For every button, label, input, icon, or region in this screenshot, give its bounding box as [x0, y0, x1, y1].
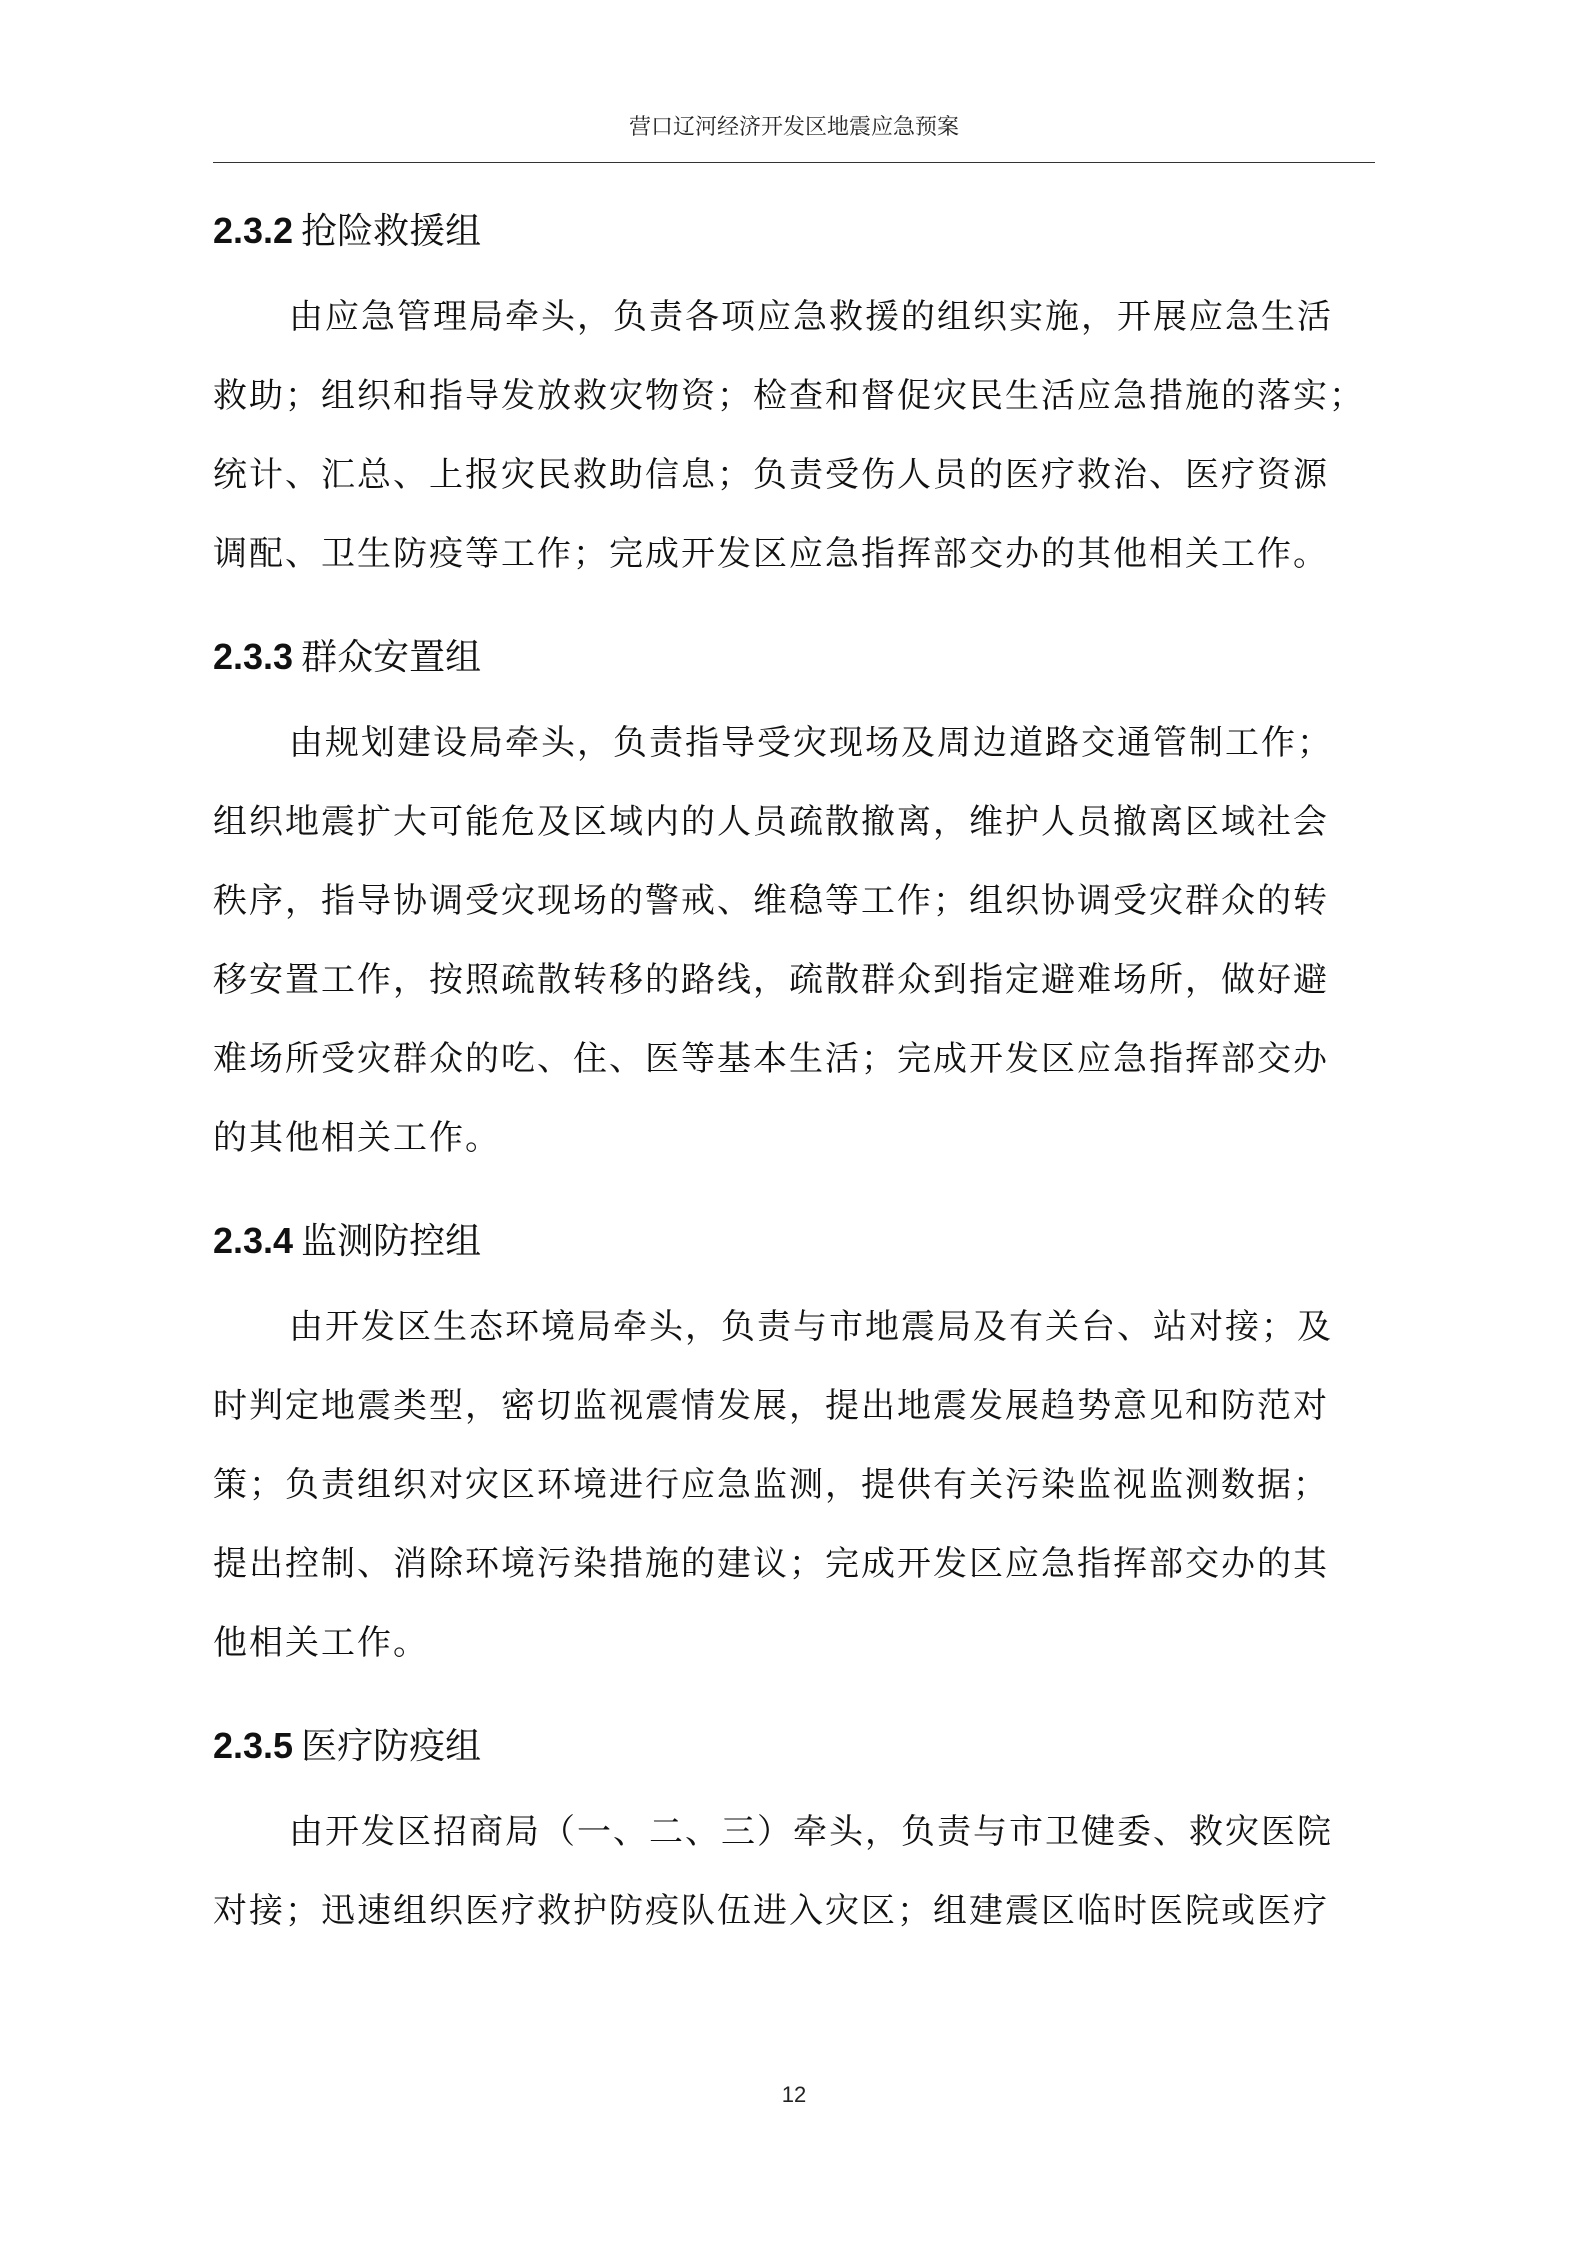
section-title: 群众安置组: [301, 637, 482, 678]
section-title: 抢险救援组: [301, 211, 482, 252]
section-title: 医疗防疫组: [301, 1726, 482, 1767]
section-paragraph: [213, 1793, 1375, 1951]
section-number: 2.3.5: [213, 1725, 294, 1766]
paragraph-line: 调配、卫生防疫等工作；完成开发区应急指挥部交办的其他相关工作。: [213, 534, 1329, 574]
paragraph-line: 由开发区生态环境局牵头，负责与市地震局及有关台、站对接；及: [289, 1307, 1333, 1347]
section-heading-2-3-3: [213, 616, 1375, 698]
section-heading-2-3-5: [213, 1705, 1375, 1787]
section-paragraph: [213, 704, 1375, 1178]
paragraph-line: 由规划建设局牵头，负责指导受灾现场及周边道路交通管制工作；: [289, 723, 1333, 763]
section-paragraph: [213, 1288, 1375, 1683]
header-divider: [213, 162, 1375, 163]
paragraph-line: 统计、汇总、上报灾民救助信息；负责受伤人员的医疗救治、医疗资源: [213, 455, 1329, 495]
section-heading-2-3-4: [213, 1200, 1375, 1282]
paragraph-line: 对接；迅速组织医疗救护防疫队伍进入灾区；组建震区临时医院或医疗: [213, 1891, 1329, 1931]
paragraph-line: 难场所受灾群众的吃、住、医等基本生活；完成开发区应急指挥部交办: [213, 1039, 1329, 1079]
section-paragraph: [213, 278, 1375, 594]
paragraph-line: 时判定地震类型，密切监视震情发展，提出地震发展趋势意见和防范对: [213, 1386, 1329, 1426]
paragraph-line: 策；负责组织对灾区环境进行应急监测，提供有关污染监视监测数据；: [213, 1465, 1329, 1505]
section-title: 监测防控组: [301, 1221, 482, 1262]
paragraph-line: 的其他相关工作。: [213, 1118, 501, 1158]
paragraph-line: 他相关工作。: [213, 1623, 429, 1663]
paragraph-line: 秩序，指导协调受灾现场的警戒、维稳等工作；组织协调受灾群众的转: [213, 881, 1329, 921]
paragraph-line: 提出控制、消除环境污染措施的建议；完成开发区应急指挥部交办的其: [213, 1544, 1329, 1584]
paragraph-line: 组织地震扩大可能危及区域内的人员疏散撤离，维护人员撤离区域社会: [213, 802, 1329, 842]
section-number: 2.3.3: [213, 636, 294, 677]
section-number: 2.3.4: [213, 1220, 294, 1261]
paragraph-line: 由应急管理局牵头，负责各项应急救援的组织实施，开展应急生活: [289, 297, 1333, 337]
document-body: [213, 190, 1375, 1973]
paragraph-line: 救助；组织和指导发放救灾物资；检查和督促灾民生活应急措施的落实；: [213, 376, 1365, 416]
section-heading-2-3-2: [213, 190, 1375, 272]
paragraph-line: 移安置工作，按照疏散转移的路线，疏散群众到指定避难场所，做好避: [213, 960, 1329, 1000]
paragraph-line: 由开发区招商局（一、二、三）牵头，负责与市卫健委、救灾医院: [289, 1812, 1333, 1852]
page-header: 营口辽河经济开发区地震应急预案: [628, 115, 959, 140]
section-number: 2.3.2: [213, 210, 294, 251]
page-number: 12: [781, 2082, 807, 2107]
